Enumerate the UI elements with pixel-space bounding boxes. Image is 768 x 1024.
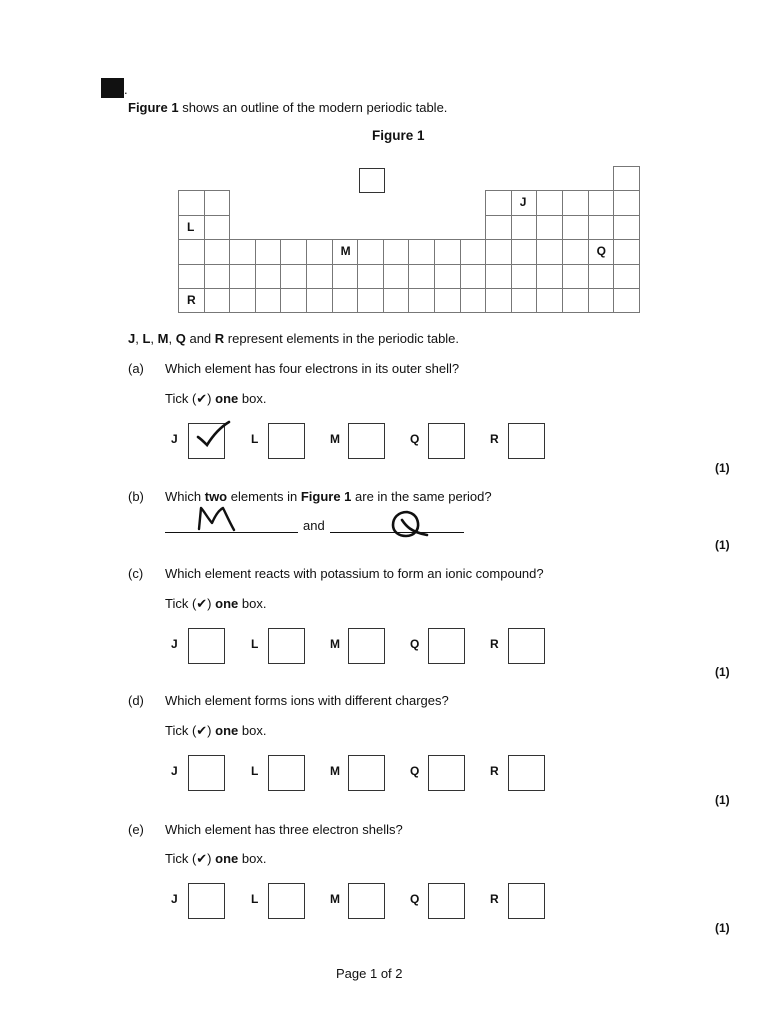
option-a-M-label: M xyxy=(330,432,340,446)
element-label-M: M xyxy=(340,244,351,259)
tick-pre: Tick (✔) xyxy=(165,391,216,406)
table-cell xyxy=(562,190,589,215)
element-label-R: R xyxy=(187,293,196,307)
option-a-Q-label: Q xyxy=(410,432,420,446)
option-e-J-label: J xyxy=(171,892,178,906)
tick-post: box. xyxy=(238,596,267,611)
part-c-tick-instruction xyxy=(165,596,266,612)
table-cell xyxy=(613,215,640,240)
question-number-redaction xyxy=(101,78,124,98)
part-c-label: (c) xyxy=(128,566,144,581)
table-cell xyxy=(588,190,615,215)
table-cell xyxy=(511,264,538,289)
option-c-R-checkbox[interactable] xyxy=(508,628,545,664)
table-cell xyxy=(255,288,282,313)
rep-sep2: , xyxy=(150,331,158,346)
option-c-Q-checkbox[interactable] xyxy=(428,628,465,664)
b-pre: Which xyxy=(165,489,205,504)
part-a-marks: (1) xyxy=(715,461,730,475)
option-d-Q-label: Q xyxy=(410,764,420,778)
figure-title: Figure 1 xyxy=(372,128,425,143)
option-a-Q-checkbox[interactable] xyxy=(428,423,465,459)
option-d-J-checkbox[interactable] xyxy=(188,755,225,791)
table-cell-group-0-period-1 xyxy=(613,166,640,191)
table-cell xyxy=(613,264,640,289)
rep-Q: Q xyxy=(175,331,186,346)
option-e-Q-label: Q xyxy=(410,892,420,906)
hydrogen-box xyxy=(359,168,385,193)
option-a-M-checkbox[interactable] xyxy=(348,423,385,459)
option-e-M-label: M xyxy=(330,892,340,906)
option-c-L-checkbox[interactable] xyxy=(268,628,305,664)
part-b-marks: (1) xyxy=(715,538,730,552)
table-cell xyxy=(408,239,435,264)
page-number: Page 1 of 2 xyxy=(336,966,403,981)
table-cell xyxy=(280,288,307,313)
table-cell xyxy=(204,288,231,313)
option-d-J-label: J xyxy=(171,764,178,778)
rep-L: L xyxy=(142,331,151,346)
rep-sep1: , xyxy=(135,331,143,346)
part-a-question: Which element has four electrons in its outer shell? xyxy=(165,361,460,376)
tick-post: box. xyxy=(238,851,267,866)
intro-rest: shows an outline of the modern periodic table. xyxy=(178,100,448,115)
table-cell xyxy=(562,239,589,264)
table-cell xyxy=(588,288,615,313)
part-b-question xyxy=(165,489,492,504)
option-e-L-label: L xyxy=(251,892,259,906)
part-b-label: (b) xyxy=(128,489,144,504)
option-c-Q-label: Q xyxy=(410,637,420,651)
table-cell xyxy=(383,288,410,313)
table-cell xyxy=(613,288,640,313)
option-c-M-label: M xyxy=(330,637,340,651)
table-cell xyxy=(383,239,410,264)
option-d-R-label: R xyxy=(490,764,499,778)
table-cell xyxy=(434,264,461,289)
tick-bold: one xyxy=(215,851,239,866)
part-e-marks: (1) xyxy=(715,921,730,935)
table-cell xyxy=(204,264,231,289)
table-cell xyxy=(306,264,333,289)
table-cell xyxy=(306,239,333,264)
table-cell xyxy=(613,190,640,215)
table-cell xyxy=(613,239,640,264)
table-cell xyxy=(178,264,205,289)
tick-bold: one xyxy=(215,391,239,406)
table-cell xyxy=(280,239,307,264)
table-cell xyxy=(562,215,589,240)
table-cell xyxy=(229,288,256,313)
and-word: and xyxy=(303,518,325,533)
tick-bold: one xyxy=(215,723,239,738)
option-c-R-label: R xyxy=(490,637,499,651)
tick-post: box. xyxy=(238,391,267,406)
table-cell xyxy=(357,288,384,313)
table-cell xyxy=(204,215,231,240)
table-cell xyxy=(588,215,615,240)
question-number-dot: . xyxy=(124,82,128,97)
part-a-tick-instruction xyxy=(165,391,266,407)
table-cell xyxy=(460,288,487,313)
table-cell xyxy=(460,264,487,289)
table-cell xyxy=(178,239,205,264)
table-cell xyxy=(204,239,231,264)
table-cell xyxy=(588,264,615,289)
handwritten-tick-mark xyxy=(196,419,242,453)
table-cell xyxy=(408,288,435,313)
option-e-L-checkbox[interactable] xyxy=(268,883,305,919)
element-label-L: L xyxy=(187,219,195,234)
tick-pre: Tick (✔) xyxy=(165,723,216,738)
option-a-R-checkbox[interactable] xyxy=(508,423,545,459)
table-cell xyxy=(511,288,538,313)
tick-pre: Tick (✔) xyxy=(165,851,216,866)
table-cell xyxy=(536,215,563,240)
option-c-L-label: L xyxy=(251,637,259,651)
part-e-label: (e) xyxy=(128,822,144,837)
part-c-question: Which element reacts with potassium to form an ionic compound? xyxy=(165,566,544,581)
option-e-J-checkbox[interactable] xyxy=(188,883,225,919)
table-cell xyxy=(255,239,282,264)
option-a-L-label: L xyxy=(251,432,259,446)
part-c-marks: (1) xyxy=(715,665,730,679)
element-label-Q: Q xyxy=(596,244,606,259)
table-cell xyxy=(178,190,205,215)
table-cell xyxy=(536,288,563,313)
b-post: are in the same period? xyxy=(351,489,492,504)
table-cell xyxy=(434,288,461,313)
table-cell xyxy=(280,264,307,289)
rep-R: R xyxy=(214,331,225,346)
part-d-marks: (1) xyxy=(715,793,730,807)
table-cell xyxy=(255,264,282,289)
periodic-table-outline xyxy=(178,166,640,314)
table-cell xyxy=(460,239,487,264)
table-cell xyxy=(204,190,231,215)
table-cell xyxy=(229,239,256,264)
option-d-R-checkbox[interactable] xyxy=(508,755,545,791)
table-cell xyxy=(536,264,563,289)
part-d-tick-instruction xyxy=(165,723,266,739)
b-bold2: Figure 1 xyxy=(300,489,352,504)
handwritten-answer-q xyxy=(389,508,431,540)
b-mid: elements in xyxy=(227,489,301,504)
part-d-label: (d) xyxy=(128,693,144,708)
table-cell xyxy=(485,288,512,313)
tick-bold: one xyxy=(215,596,239,611)
table-cell xyxy=(332,264,359,289)
rep-rest: represent elements in the periodic table. xyxy=(224,331,460,346)
intro-bold: Figure 1 xyxy=(128,100,179,115)
table-cell xyxy=(485,215,512,240)
rep-sep3: , xyxy=(168,331,176,346)
option-d-L-label: L xyxy=(251,764,259,778)
element-label-J: J xyxy=(519,195,527,210)
table-cell xyxy=(511,239,538,264)
handwritten-answer-m xyxy=(196,505,238,533)
option-e-Q-checkbox[interactable] xyxy=(428,883,465,919)
option-e-R-checkbox[interactable] xyxy=(508,883,545,919)
table-cell xyxy=(536,190,563,215)
b-bold1: two xyxy=(204,489,228,504)
represent-line xyxy=(128,331,459,346)
table-cell xyxy=(357,264,384,289)
part-e-question: Which element has three electron shells? xyxy=(165,822,403,837)
option-d-Q-checkbox[interactable] xyxy=(428,755,465,791)
table-cell xyxy=(511,215,538,240)
table-cell xyxy=(383,264,410,289)
option-c-J-checkbox[interactable] xyxy=(188,628,225,664)
intro-text xyxy=(128,100,447,115)
rep-and: and xyxy=(185,331,215,346)
part-e-tick-instruction xyxy=(165,851,266,867)
option-c-M-checkbox[interactable] xyxy=(348,628,385,664)
rep-M: M xyxy=(157,331,169,346)
option-d-M-checkbox[interactable] xyxy=(348,755,385,791)
option-a-J-label: J xyxy=(171,432,178,446)
option-d-L-checkbox[interactable] xyxy=(268,755,305,791)
table-cell xyxy=(485,239,512,264)
option-e-M-checkbox[interactable] xyxy=(348,883,385,919)
rep-J: J xyxy=(128,331,136,346)
tick-pre: Tick (✔) xyxy=(165,596,216,611)
table-cell xyxy=(562,264,589,289)
part-d-question: Which element forms ions with different charges? xyxy=(165,693,449,708)
option-e-R-label: R xyxy=(490,892,499,906)
table-cell xyxy=(357,239,384,264)
table-cell xyxy=(536,239,563,264)
table-cell xyxy=(332,288,359,313)
option-a-L-checkbox[interactable] xyxy=(268,423,305,459)
tick-post: box. xyxy=(238,723,267,738)
option-a-R-label: R xyxy=(490,432,499,446)
table-cell xyxy=(485,190,512,215)
table-cell xyxy=(306,288,333,313)
option-d-M-label: M xyxy=(330,764,340,778)
option-c-J-label: J xyxy=(171,637,178,651)
table-cell xyxy=(562,288,589,313)
table-cell xyxy=(408,264,435,289)
table-cell xyxy=(434,239,461,264)
part-a-label: (a) xyxy=(128,361,144,376)
table-cell xyxy=(229,264,256,289)
table-cell xyxy=(485,264,512,289)
